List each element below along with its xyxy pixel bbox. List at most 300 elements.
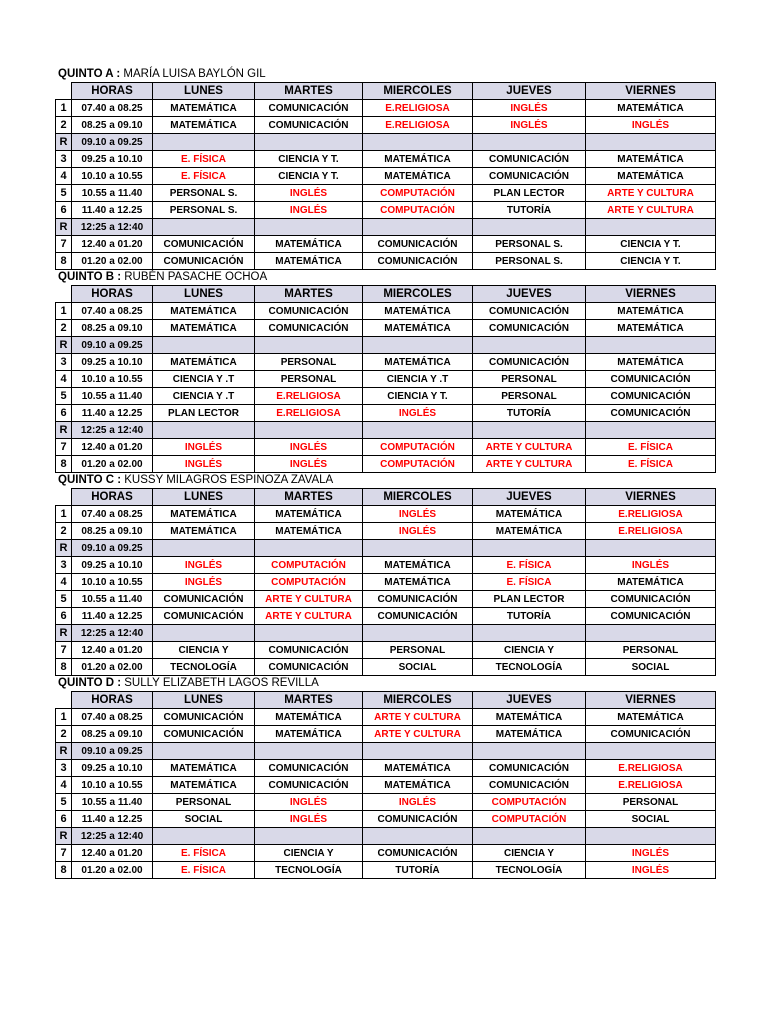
section-quinto-c bbox=[55, 473, 715, 676]
header-lunes: LUNES bbox=[153, 286, 255, 303]
period-number: 4 bbox=[56, 168, 72, 185]
subject-cell-lunes bbox=[153, 625, 255, 642]
subject-cell-lunes: INGLÉS bbox=[153, 557, 255, 574]
subject-cell-miercoles: MATEMÁTICA bbox=[363, 777, 473, 794]
period-row bbox=[56, 303, 716, 320]
subject-cell-viernes: MATEMÁTICA bbox=[586, 709, 716, 726]
period-number: 1 bbox=[56, 303, 72, 320]
subject-cell-miercoles: MATEMÁTICA bbox=[363, 303, 473, 320]
header-row bbox=[56, 83, 716, 100]
schedule-table bbox=[55, 82, 716, 270]
subject-cell-jueves: COMUNICACIÓN bbox=[473, 320, 586, 337]
subject-cell-lunes bbox=[153, 743, 255, 760]
subject-cell-viernes bbox=[586, 625, 716, 642]
period-time: 08.25 a 09.10 bbox=[72, 320, 153, 337]
period-time: 12.40 a 01.20 bbox=[72, 845, 153, 862]
period-time: 09.25 a 10.10 bbox=[72, 760, 153, 777]
period-time: 10.10 a 10.55 bbox=[72, 574, 153, 591]
subject-cell-lunes: CIENCIA Y bbox=[153, 642, 255, 659]
period-row bbox=[56, 811, 716, 828]
subject-cell-miercoles: MATEMÁTICA bbox=[363, 168, 473, 185]
period-row bbox=[56, 777, 716, 794]
period-number: 7 bbox=[56, 236, 72, 253]
period-time: 07.40 a 08.25 bbox=[72, 506, 153, 523]
subject-cell-lunes: MATEMÁTICA bbox=[153, 100, 255, 117]
period-number: R bbox=[56, 625, 72, 642]
period-row bbox=[56, 354, 716, 371]
subject-cell-lunes: MATEMÁTICA bbox=[153, 506, 255, 523]
subject-cell-viernes: COMUNICACIÓN bbox=[586, 405, 716, 422]
subject-cell-miercoles: MATEMÁTICA bbox=[363, 760, 473, 777]
subject-cell-martes: INGLÉS bbox=[255, 456, 363, 473]
subject-cell-martes: INGLÉS bbox=[255, 202, 363, 219]
subject-cell-jueves: COMUNICACIÓN bbox=[473, 777, 586, 794]
subject-cell-viernes: MATEMÁTICA bbox=[586, 303, 716, 320]
period-time: 12:25 a 12:40 bbox=[72, 219, 153, 236]
subject-cell-lunes: INGLÉS bbox=[153, 574, 255, 591]
subject-cell-viernes: PERSONAL bbox=[586, 794, 716, 811]
header-blank bbox=[56, 489, 72, 506]
subject-cell-jueves bbox=[473, 625, 586, 642]
subject-cell-lunes: MATEMÁTICA bbox=[153, 117, 255, 134]
subject-cell-viernes: CIENCIA Y T. bbox=[586, 253, 716, 270]
period-row bbox=[56, 320, 716, 337]
subject-cell-jueves: INGLÉS bbox=[473, 117, 586, 134]
subject-cell-lunes: MATEMÁTICA bbox=[153, 320, 255, 337]
period-number: 6 bbox=[56, 405, 72, 422]
subject-cell-lunes: INGLÉS bbox=[153, 439, 255, 456]
subject-cell-martes: INGLÉS bbox=[255, 811, 363, 828]
header-martes: MARTES bbox=[255, 489, 363, 506]
subject-cell-martes: CIENCIA Y bbox=[255, 845, 363, 862]
period-row bbox=[56, 185, 716, 202]
period-number: 3 bbox=[56, 354, 72, 371]
period-row bbox=[56, 168, 716, 185]
subject-cell-miercoles bbox=[363, 219, 473, 236]
period-number: R bbox=[56, 337, 72, 354]
subject-cell-viernes: INGLÉS bbox=[586, 845, 716, 862]
recess-row bbox=[56, 743, 716, 760]
period-time: 10.55 a 11.40 bbox=[72, 185, 153, 202]
period-number: 2 bbox=[56, 523, 72, 540]
subject-cell-martes: MATEMÁTICA bbox=[255, 506, 363, 523]
subject-cell-martes: PERSONAL bbox=[255, 371, 363, 388]
header-martes: MARTES bbox=[255, 692, 363, 709]
subject-cell-jueves: COMUNICACIÓN bbox=[473, 151, 586, 168]
subject-cell-viernes: SOCIAL bbox=[586, 811, 716, 828]
subject-cell-martes bbox=[255, 337, 363, 354]
subject-cell-viernes: E.RELIGIOSA bbox=[586, 523, 716, 540]
period-number: 1 bbox=[56, 709, 72, 726]
subject-cell-lunes: COMUNICACIÓN bbox=[153, 726, 255, 743]
period-time: 01.20 a 02.00 bbox=[72, 659, 153, 676]
subject-cell-miercoles: COMPUTACIÓN bbox=[363, 439, 473, 456]
period-number: R bbox=[56, 540, 72, 557]
subject-cell-jueves bbox=[473, 422, 586, 439]
period-time: 10.55 a 11.40 bbox=[72, 794, 153, 811]
period-row bbox=[56, 523, 716, 540]
recess-row bbox=[56, 828, 716, 845]
period-number: 8 bbox=[56, 862, 72, 879]
subject-cell-miercoles: INGLÉS bbox=[363, 405, 473, 422]
period-number: R bbox=[56, 828, 72, 845]
period-row bbox=[56, 388, 716, 405]
period-row bbox=[56, 202, 716, 219]
period-number: 5 bbox=[56, 591, 72, 608]
subject-cell-martes bbox=[255, 134, 363, 151]
section-title bbox=[58, 270, 715, 284]
subject-cell-martes: MATEMÁTICA bbox=[255, 253, 363, 270]
subject-cell-lunes: PERSONAL S. bbox=[153, 185, 255, 202]
subject-cell-jueves: MATEMÁTICA bbox=[473, 506, 586, 523]
header-jueves: JUEVES bbox=[473, 286, 586, 303]
period-row bbox=[56, 642, 716, 659]
schedule-sheet bbox=[55, 67, 715, 879]
period-time: 11.40 a 12.25 bbox=[72, 811, 153, 828]
subject-cell-miercoles: COMPUTACIÓN bbox=[363, 456, 473, 473]
period-row bbox=[56, 709, 716, 726]
subject-cell-miercoles bbox=[363, 422, 473, 439]
subject-cell-martes: COMPUTACIÓN bbox=[255, 557, 363, 574]
period-number: 3 bbox=[56, 151, 72, 168]
subject-cell-viernes: E.RELIGIOSA bbox=[586, 760, 716, 777]
subject-cell-viernes: E. FÍSICA bbox=[586, 439, 716, 456]
subject-cell-jueves: MATEMÁTICA bbox=[473, 523, 586, 540]
subject-cell-lunes: E. FÍSICA bbox=[153, 151, 255, 168]
subject-cell-viernes bbox=[586, 828, 716, 845]
period-time: 07.40 a 08.25 bbox=[72, 100, 153, 117]
period-time: 11.40 a 12.25 bbox=[72, 202, 153, 219]
subject-cell-lunes: SOCIAL bbox=[153, 811, 255, 828]
subject-cell-miercoles: COMUNICACIÓN bbox=[363, 253, 473, 270]
subject-cell-jueves: COMUNICACIÓN bbox=[473, 354, 586, 371]
period-time: 10.10 a 10.55 bbox=[72, 168, 153, 185]
period-time: 07.40 a 08.25 bbox=[72, 303, 153, 320]
subject-cell-martes bbox=[255, 743, 363, 760]
header-jueves: JUEVES bbox=[473, 83, 586, 100]
subject-cell-lunes: COMUNICACIÓN bbox=[153, 236, 255, 253]
subject-cell-jueves: INGLÉS bbox=[473, 100, 586, 117]
period-number: 4 bbox=[56, 777, 72, 794]
period-number: R bbox=[56, 422, 72, 439]
subject-cell-martes: COMPUTACIÓN bbox=[255, 574, 363, 591]
subject-cell-miercoles: COMUNICACIÓN bbox=[363, 591, 473, 608]
teacher-name: RUBÉN PASACHE OCHOA bbox=[124, 271, 268, 283]
subject-cell-martes: E.RELIGIOSA bbox=[255, 388, 363, 405]
period-time: 12:25 a 12:40 bbox=[72, 422, 153, 439]
subject-cell-viernes: COMUNICACIÓN bbox=[586, 608, 716, 625]
period-number: 5 bbox=[56, 794, 72, 811]
subject-cell-jueves: E. FÍSICA bbox=[473, 574, 586, 591]
subject-cell-viernes: MATEMÁTICA bbox=[586, 320, 716, 337]
subject-cell-lunes: E. FÍSICA bbox=[153, 845, 255, 862]
header-miercoles: MIERCOLES bbox=[363, 286, 473, 303]
period-row bbox=[56, 117, 716, 134]
subject-cell-lunes bbox=[153, 422, 255, 439]
subject-cell-lunes: PLAN LECTOR bbox=[153, 405, 255, 422]
subject-cell-martes: COMUNICACIÓN bbox=[255, 117, 363, 134]
subject-cell-jueves: MATEMÁTICA bbox=[473, 726, 586, 743]
subject-cell-jueves: COMPUTACIÓN bbox=[473, 811, 586, 828]
period-time: 10.55 a 11.40 bbox=[72, 591, 153, 608]
period-number: 6 bbox=[56, 811, 72, 828]
subject-cell-lunes: MATEMÁTICA bbox=[153, 523, 255, 540]
subject-cell-viernes: INGLÉS bbox=[586, 862, 716, 879]
period-row bbox=[56, 439, 716, 456]
subject-cell-miercoles bbox=[363, 743, 473, 760]
subject-cell-viernes: INGLÉS bbox=[586, 117, 716, 134]
subject-cell-jueves: TUTORÍA bbox=[473, 202, 586, 219]
subject-cell-martes bbox=[255, 219, 363, 236]
subject-cell-lunes bbox=[153, 828, 255, 845]
period-number: 7 bbox=[56, 439, 72, 456]
subject-cell-martes: E.RELIGIOSA bbox=[255, 405, 363, 422]
period-time: 11.40 a 12.25 bbox=[72, 608, 153, 625]
subject-cell-jueves: TECNOLOGÍA bbox=[473, 659, 586, 676]
subject-cell-miercoles: ARTE Y CULTURA bbox=[363, 726, 473, 743]
subject-cell-miercoles: COMPUTACIÓN bbox=[363, 185, 473, 202]
period-time: 12.40 a 01.20 bbox=[72, 236, 153, 253]
header-martes: MARTES bbox=[255, 83, 363, 100]
period-row bbox=[56, 506, 716, 523]
subject-cell-lunes: E. FÍSICA bbox=[153, 862, 255, 879]
header-viernes: VIERNES bbox=[586, 286, 716, 303]
header-row bbox=[56, 489, 716, 506]
subject-cell-martes: INGLÉS bbox=[255, 794, 363, 811]
header-horas: HORAS bbox=[72, 489, 153, 506]
subject-cell-viernes bbox=[586, 337, 716, 354]
subject-cell-miercoles: E.RELIGIOSA bbox=[363, 117, 473, 134]
subject-cell-jueves: COMUNICACIÓN bbox=[473, 760, 586, 777]
subject-cell-martes: COMUNICACIÓN bbox=[255, 100, 363, 117]
subject-cell-lunes: COMUNICACIÓN bbox=[153, 608, 255, 625]
subject-cell-jueves: CIENCIA Y bbox=[473, 642, 586, 659]
subject-cell-miercoles: MATEMÁTICA bbox=[363, 574, 473, 591]
subject-cell-martes bbox=[255, 540, 363, 557]
period-time: 12.40 a 01.20 bbox=[72, 642, 153, 659]
subject-cell-martes bbox=[255, 625, 363, 642]
period-number: 1 bbox=[56, 100, 72, 117]
header-martes: MARTES bbox=[255, 286, 363, 303]
subject-cell-martes: CIENCIA Y T. bbox=[255, 151, 363, 168]
subject-cell-viernes: E. FÍSICA bbox=[586, 456, 716, 473]
header-row bbox=[56, 692, 716, 709]
period-time: 12.40 a 01.20 bbox=[72, 439, 153, 456]
subject-cell-miercoles: MATEMÁTICA bbox=[363, 320, 473, 337]
period-time: 09.25 a 10.10 bbox=[72, 557, 153, 574]
teacher-name: MARÍA LUISA BAYLÓN GIL bbox=[123, 68, 266, 80]
header-viernes: VIERNES bbox=[586, 83, 716, 100]
period-time: 09.10 a 09.25 bbox=[72, 134, 153, 151]
subject-cell-miercoles: COMPUTACIÓN bbox=[363, 202, 473, 219]
recess-row bbox=[56, 134, 716, 151]
subject-cell-miercoles: CIENCIA Y .T bbox=[363, 371, 473, 388]
subject-cell-martes: MATEMÁTICA bbox=[255, 523, 363, 540]
subject-cell-viernes: COMUNICACIÓN bbox=[586, 591, 716, 608]
section-label: QUINTO A : bbox=[58, 68, 121, 80]
subject-cell-viernes: COMUNICACIÓN bbox=[586, 726, 716, 743]
header-horas: HORAS bbox=[72, 286, 153, 303]
subject-cell-viernes: INGLÉS bbox=[586, 557, 716, 574]
subject-cell-miercoles: PERSONAL bbox=[363, 642, 473, 659]
subject-cell-viernes: CIENCIA Y T. bbox=[586, 236, 716, 253]
period-row bbox=[56, 253, 716, 270]
subject-cell-martes: COMUNICACIÓN bbox=[255, 760, 363, 777]
subject-cell-lunes: PERSONAL S. bbox=[153, 202, 255, 219]
subject-cell-lunes: CIENCIA Y .T bbox=[153, 371, 255, 388]
period-row bbox=[56, 236, 716, 253]
recess-row bbox=[56, 422, 716, 439]
period-time: 12:25 a 12:40 bbox=[72, 625, 153, 642]
period-number: 6 bbox=[56, 608, 72, 625]
period-number: 4 bbox=[56, 371, 72, 388]
subject-cell-viernes bbox=[586, 219, 716, 236]
period-number: 5 bbox=[56, 388, 72, 405]
period-row bbox=[56, 574, 716, 591]
period-row bbox=[56, 100, 716, 117]
subject-cell-martes: TECNOLOGÍA bbox=[255, 862, 363, 879]
header-jueves: JUEVES bbox=[473, 489, 586, 506]
header-miercoles: MIERCOLES bbox=[363, 83, 473, 100]
period-time: 09.25 a 10.10 bbox=[72, 151, 153, 168]
subject-cell-miercoles: MATEMÁTICA bbox=[363, 151, 473, 168]
subject-cell-viernes: SOCIAL bbox=[586, 659, 716, 676]
subject-cell-jueves: TUTORÍA bbox=[473, 608, 586, 625]
subject-cell-martes: ARTE Y CULTURA bbox=[255, 591, 363, 608]
subject-cell-viernes bbox=[586, 540, 716, 557]
period-time: 09.10 a 09.25 bbox=[72, 743, 153, 760]
period-time: 01.20 a 02.00 bbox=[72, 253, 153, 270]
period-row bbox=[56, 405, 716, 422]
subject-cell-miercoles: MATEMÁTICA bbox=[363, 354, 473, 371]
header-lunes: LUNES bbox=[153, 692, 255, 709]
subject-cell-lunes: COMUNICACIÓN bbox=[153, 253, 255, 270]
subject-cell-miercoles bbox=[363, 828, 473, 845]
teacher-name: SULLY ELIZABETH LAGOS REVILLA bbox=[124, 677, 319, 689]
subject-cell-miercoles: ARTE Y CULTURA bbox=[363, 709, 473, 726]
subject-cell-martes: INGLÉS bbox=[255, 439, 363, 456]
period-time: 10.10 a 10.55 bbox=[72, 371, 153, 388]
subject-cell-jueves: COMUNICACIÓN bbox=[473, 168, 586, 185]
period-row bbox=[56, 794, 716, 811]
subject-cell-martes: MATEMÁTICA bbox=[255, 236, 363, 253]
subject-cell-lunes: INGLÉS bbox=[153, 456, 255, 473]
subject-cell-miercoles: COMUNICACIÓN bbox=[363, 236, 473, 253]
header-row bbox=[56, 286, 716, 303]
schedule-table bbox=[55, 488, 716, 676]
subject-cell-lunes bbox=[153, 219, 255, 236]
header-horas: HORAS bbox=[72, 83, 153, 100]
period-time: 10.55 a 11.40 bbox=[72, 388, 153, 405]
period-number: 4 bbox=[56, 574, 72, 591]
section-title bbox=[58, 676, 715, 690]
period-time: 07.40 a 08.25 bbox=[72, 709, 153, 726]
period-row bbox=[56, 608, 716, 625]
subject-cell-jueves: ARTE Y CULTURA bbox=[473, 439, 586, 456]
section-title bbox=[58, 67, 715, 81]
subject-cell-jueves: PLAN LECTOR bbox=[473, 185, 586, 202]
subject-cell-viernes: ARTE Y CULTURA bbox=[586, 202, 716, 219]
period-time: 09.10 a 09.25 bbox=[72, 540, 153, 557]
section-quinto-a bbox=[55, 67, 715, 270]
period-row bbox=[56, 659, 716, 676]
period-row bbox=[56, 151, 716, 168]
subject-cell-viernes: MATEMÁTICA bbox=[586, 354, 716, 371]
subject-cell-jueves: PERSONAL bbox=[473, 388, 586, 405]
subject-cell-jueves bbox=[473, 540, 586, 557]
header-blank bbox=[56, 286, 72, 303]
subject-cell-jueves: PERSONAL bbox=[473, 371, 586, 388]
subject-cell-jueves: E. FÍSICA bbox=[473, 557, 586, 574]
section-label: QUINTO B : bbox=[58, 271, 122, 283]
subject-cell-martes bbox=[255, 828, 363, 845]
header-jueves: JUEVES bbox=[473, 692, 586, 709]
subject-cell-lunes: PERSONAL bbox=[153, 794, 255, 811]
period-row bbox=[56, 726, 716, 743]
recess-row bbox=[56, 219, 716, 236]
subject-cell-viernes: E.RELIGIOSA bbox=[586, 777, 716, 794]
subject-cell-miercoles: SOCIAL bbox=[363, 659, 473, 676]
subject-cell-jueves: MATEMÁTICA bbox=[473, 709, 586, 726]
subject-cell-miercoles bbox=[363, 134, 473, 151]
section-label: QUINTO C : bbox=[58, 474, 122, 486]
subject-cell-miercoles bbox=[363, 540, 473, 557]
period-number: 2 bbox=[56, 320, 72, 337]
header-lunes: LUNES bbox=[153, 489, 255, 506]
subject-cell-lunes: MATEMÁTICA bbox=[153, 303, 255, 320]
period-number: 2 bbox=[56, 117, 72, 134]
subject-cell-miercoles: INGLÉS bbox=[363, 506, 473, 523]
period-number: R bbox=[56, 743, 72, 760]
period-number: 7 bbox=[56, 845, 72, 862]
subject-cell-miercoles: COMUNICACIÓN bbox=[363, 811, 473, 828]
subject-cell-jueves: COMPUTACIÓN bbox=[473, 794, 586, 811]
subject-cell-lunes: TECNOLOGÍA bbox=[153, 659, 255, 676]
section-quinto-b bbox=[55, 270, 715, 473]
subject-cell-martes: MATEMÁTICA bbox=[255, 709, 363, 726]
period-number: R bbox=[56, 134, 72, 151]
subject-cell-miercoles: MATEMÁTICA bbox=[363, 557, 473, 574]
subject-cell-martes bbox=[255, 422, 363, 439]
subject-cell-viernes: ARTE Y CULTURA bbox=[586, 185, 716, 202]
subject-cell-viernes: MATEMÁTICA bbox=[586, 168, 716, 185]
subject-cell-jueves: COMUNICACIÓN bbox=[473, 303, 586, 320]
period-time: 09.25 a 10.10 bbox=[72, 354, 153, 371]
subject-cell-jueves: ARTE Y CULTURA bbox=[473, 456, 586, 473]
recess-row bbox=[56, 540, 716, 557]
header-blank bbox=[56, 83, 72, 100]
period-number: 5 bbox=[56, 185, 72, 202]
subject-cell-viernes: COMUNICACIÓN bbox=[586, 388, 716, 405]
header-miercoles: MIERCOLES bbox=[363, 489, 473, 506]
period-time: 09.10 a 09.25 bbox=[72, 337, 153, 354]
schedule-table bbox=[55, 691, 716, 879]
subject-cell-viernes: MATEMÁTICA bbox=[586, 100, 716, 117]
subject-cell-martes: COMUNICACIÓN bbox=[255, 659, 363, 676]
header-lunes: LUNES bbox=[153, 83, 255, 100]
subject-cell-viernes: PERSONAL bbox=[586, 642, 716, 659]
period-number: 1 bbox=[56, 506, 72, 523]
subject-cell-miercoles: COMUNICACIÓN bbox=[363, 608, 473, 625]
period-number: R bbox=[56, 219, 72, 236]
subject-cell-lunes: CIENCIA Y .T bbox=[153, 388, 255, 405]
period-number: 6 bbox=[56, 202, 72, 219]
subject-cell-jueves bbox=[473, 134, 586, 151]
period-row bbox=[56, 845, 716, 862]
header-viernes: VIERNES bbox=[586, 692, 716, 709]
period-time: 10.10 a 10.55 bbox=[72, 777, 153, 794]
subject-cell-martes: PERSONAL bbox=[255, 354, 363, 371]
